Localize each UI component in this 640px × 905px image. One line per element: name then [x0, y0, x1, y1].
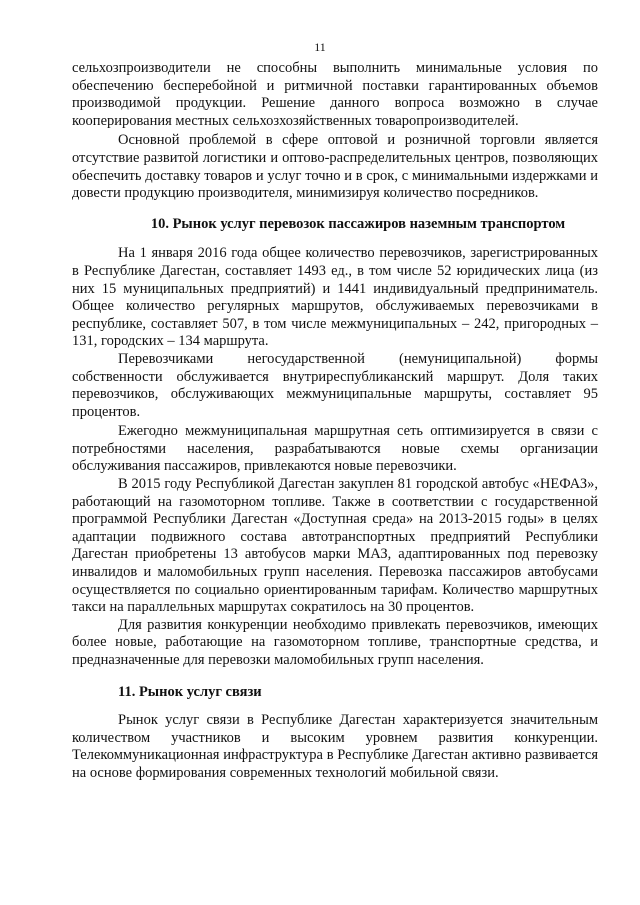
paragraph-continued: сельхозпроизводители не способны выполнить минимальные условия по обеспечению бесперебойной и ритмичной поставки гарантированных объемов производимой продукции. Решение данного вопроса возможно в случае кооперирования местных сельхозхозяйственных товаропроизводителей. — [72, 60, 598, 129]
paragraph-route-network: Ежегодно межмуниципальная маршрутная сеть оптимизируется в связи с потребностями населения, разрабатываются новые схемы организации обслуживания пассажиров, привлекаются новые перевозчики. — [72, 423, 598, 475]
section-heading-11: 11. Рынок услуг связи — [118, 683, 262, 700]
paragraph-competition-development: Для развития конкуренции необходимо привлекать перевозчиков, имеющих более новые, работающие на газомоторном топливе, транспортные средства, и предназначенные для перевозки маломобильных групп населения. — [72, 616, 598, 668]
page-body — [72, 60, 598, 783]
paragraph-nonstate-carriers: Перевозчиками негосударственной (немуниципальной) формы собственности обслуживается внутриреспубликанский маршрут. Доля таких перевозчиков, обслуживающих межмуниципальные маршруты, составляет 95 процентов. — [72, 350, 598, 420]
paragraph-communications-market: Рынок услуг связи в Республике Дагестан характеризуется значительным количеством участников и высоким уровнем развития конкуренции. Телекоммуникационная инфраструктура в Республике Дагестан активно развивается на основе формирования современных технологий мобильной связи. — [72, 712, 598, 781]
page-number: 11 — [314, 40, 326, 54]
paragraph-buses-2015: В 2015 году Республикой Дагестан закуплен 81 городской автобус «НЕФАЗ», работающий на газомоторном топливе. Также в соответствии с государственной программой Республики Дагестан «Доступная среда» на 2013-2015 годы» в целях адаптации подвижного состава автотранспортных предприятий Республики Дагестан приобретены 13 автобусов марки МАЗ, адаптированных под перевозку инвалидов и маломобильных групп населения. Перевозка пассажиров автобусами осуществляется по социально ориентированным тарифам. Количество маршрутных такси на параллельных маршрутах сократилось на 30 процентов. — [72, 476, 598, 616]
section-heading-10: 10. Рынок услуг перевозок пассажиров наземным транспортом — [150, 215, 566, 232]
paragraph-carriers-count: На 1 января 2016 года общее количество перевозчиков, зарегистрированных в Республике Дагестан, составляет 1493 ед., в том числе 52 юридических лица (из них 15 муниципальных предприятий) и 1441 индивидуальный предприниматель. Общее количество регулярных маршрутов, обслуживаемых перевозчиками в республике, составляет 507, в том числе межмуниципальных – 242, пригородных – 131, городских – 134 маршрута. — [72, 245, 598, 350]
paragraph-trade-problem: Основной проблемой в сфере оптовой и розничной торговли является отсутствие развитой логистики и оптово-распределительных центров, позволяющих обеспечить доставку товаров и услуг точно и в срок, с минимальными издержками и довести продукцию производителя, минимизируя количество посредников. — [72, 132, 598, 202]
